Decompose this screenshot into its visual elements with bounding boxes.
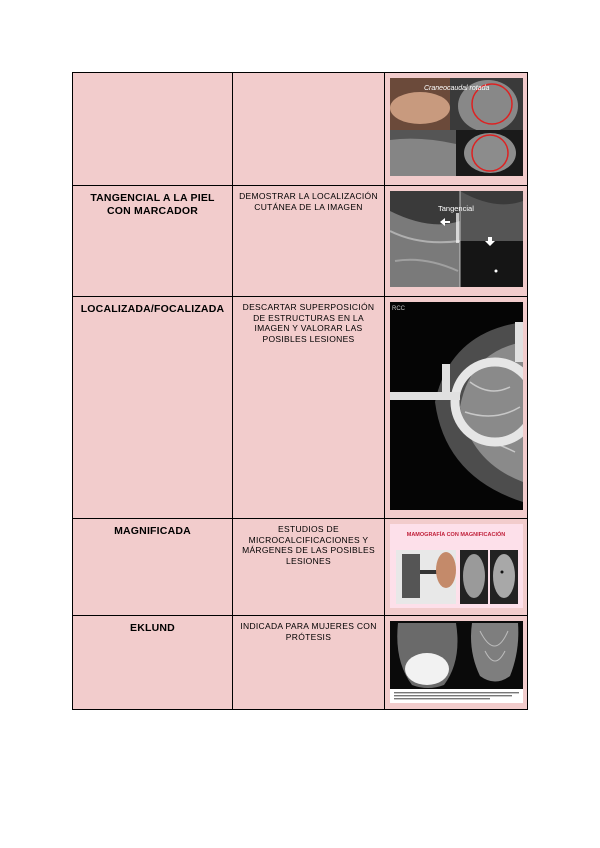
projection-image-cell (385, 616, 528, 710)
projection-description-cell (233, 73, 385, 186)
projection-name: MAGNIFICADA (114, 525, 191, 537)
projection-name-cell (73, 519, 233, 616)
projection-name (73, 73, 232, 79)
table-row (73, 616, 528, 710)
projection-name: EKLUND (130, 622, 175, 634)
rotated-cc-mammogram-image (390, 78, 523, 176)
projection-image-cell (385, 519, 528, 616)
eklund-implant-mammogram-image (390, 621, 523, 703)
image-caption: Craneocaudal rotada (423, 85, 489, 92)
projections-table (72, 72, 528, 710)
projection-description: DESCARTAR SUPERPOSICIÓN DE ESTRUCTURAS EN LA IMAGEN Y VALORAR LAS POSIBLES LESIONES (242, 302, 375, 344)
projection-description-cell (233, 519, 385, 616)
projection-name-cell (73, 186, 233, 297)
table-row (73, 73, 528, 186)
image-caption: Tangencial (437, 204, 474, 213)
image-caption: MAMOGRAFÍA CON MAGNIFICACIÓN (406, 532, 505, 538)
focal-compression-mammogram-image (390, 302, 523, 510)
projection-image-cell (385, 186, 528, 297)
table-row (73, 519, 528, 616)
tangential-mammogram-image (390, 191, 523, 287)
image-caption: RCC (391, 306, 405, 312)
projection-description: ESTUDIOS DE MICROCALCIFICACIONES Y MÁRGENES DE LAS POSIBLES LESIONES (242, 524, 375, 566)
projection-description: INDICADA PARA MUJERES CON PRÓTESIS (240, 621, 377, 642)
projection-name-cell (73, 73, 233, 186)
projection-image-cell (385, 297, 528, 519)
projection-name: TANGENCIAL A LA PIEL CON MARCADOR (90, 192, 215, 217)
projection-name-cell (73, 297, 233, 519)
table-row (73, 297, 528, 519)
projection-name-cell (73, 616, 233, 710)
projection-description-cell (233, 186, 385, 297)
projection-description (233, 73, 384, 78)
projection-name: LOCALIZADA/FOCALIZADA (80, 303, 225, 315)
magnification-mammogram-image (390, 524, 523, 608)
table-row (73, 186, 528, 297)
projection-description: DEMOSTRAR LA LOCALIZACIÓN CUTÁNEA DE LA IMAGEN (239, 191, 378, 212)
projection-description-cell (233, 297, 385, 519)
projection-image-cell (385, 73, 528, 186)
projection-description-cell (233, 616, 385, 710)
